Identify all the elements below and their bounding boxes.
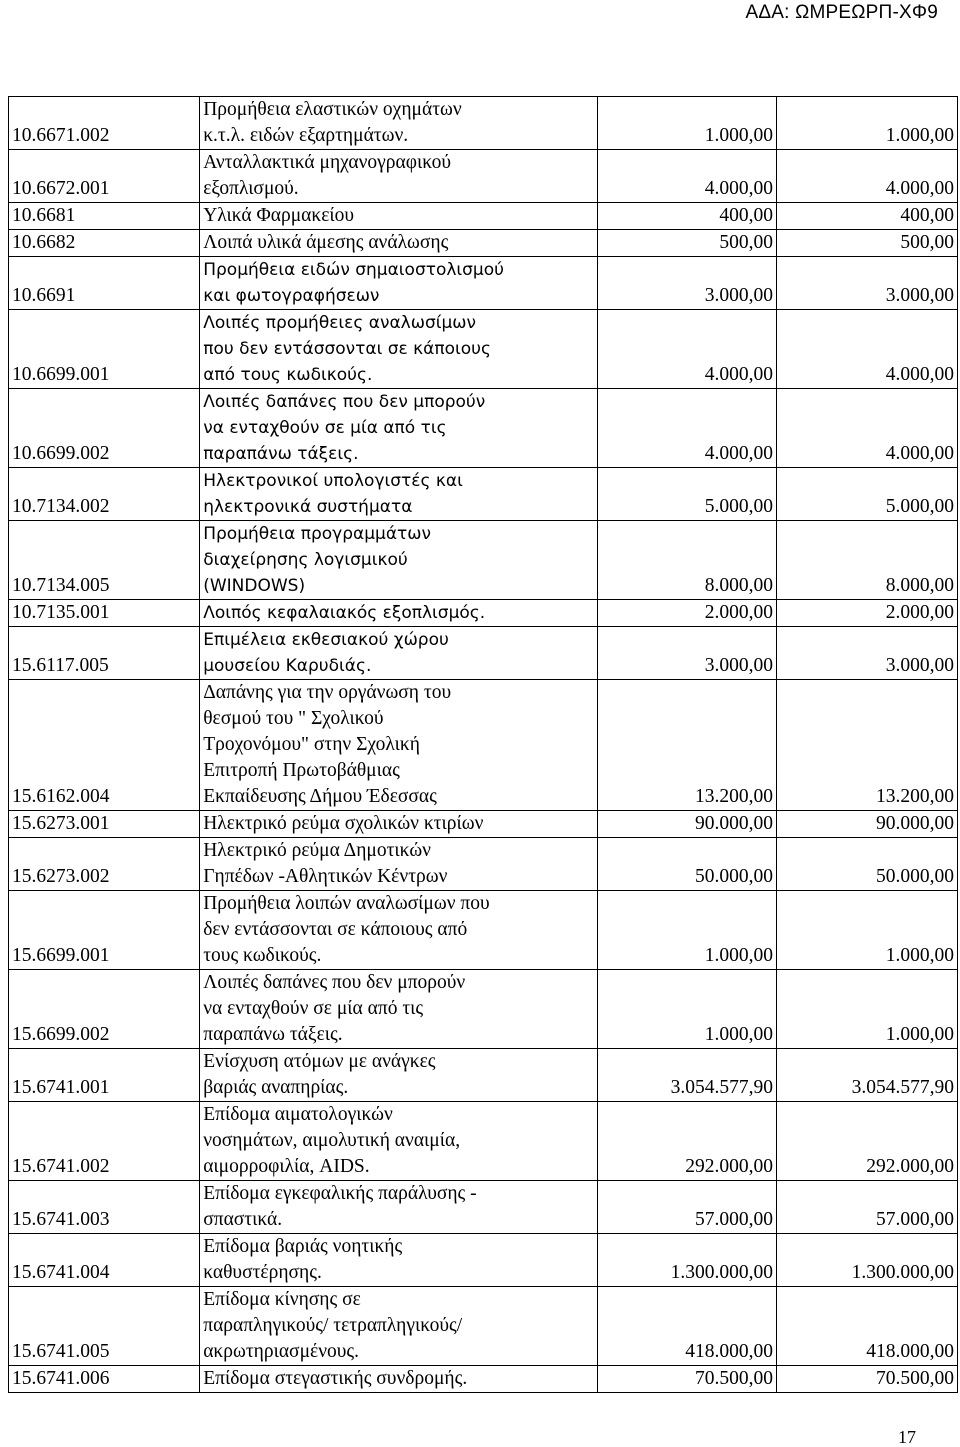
account-code: 15.6741.004 xyxy=(9,1234,200,1287)
total-cell: 3.000,00 xyxy=(776,257,957,310)
description-line: παραπάνω τάξεις. xyxy=(203,444,359,464)
account-description xyxy=(200,891,598,970)
table-row xyxy=(9,1366,958,1393)
description-line: Επίδομα στεγαστικής συνδρομής. xyxy=(203,1368,468,1389)
account-code: 15.6741.002 xyxy=(9,1102,200,1181)
account-description xyxy=(200,1287,598,1366)
amount-cell: 8.000,00 xyxy=(598,521,777,600)
amount-cell: 4.000,00 xyxy=(598,389,777,468)
account-code: 15.6699.001 xyxy=(9,891,200,970)
account-code: 15.6117.005 xyxy=(9,627,200,680)
description-line: τους κωδικούς. xyxy=(203,945,322,966)
description-line: ηλεκτρονικά συστήματα xyxy=(203,497,413,517)
amount-cell: 3.054.577,90 xyxy=(598,1049,777,1102)
total-cell: 8.000,00 xyxy=(776,521,957,600)
description-line: Ηλεκτρικό ρεύμα Δημοτικών xyxy=(203,840,431,861)
amount-cell: 1.300.000,00 xyxy=(598,1234,777,1287)
account-description xyxy=(200,627,598,680)
description-line: νοσημάτων, αιμολυτική αναιμία, xyxy=(203,1130,461,1151)
table-row xyxy=(9,838,958,891)
total-cell: 2.000,00 xyxy=(776,600,957,627)
table-row xyxy=(9,1049,958,1102)
table-row xyxy=(9,150,958,203)
description-line: σπαστικά. xyxy=(203,1209,283,1230)
table-row xyxy=(9,97,958,150)
account-description xyxy=(200,970,598,1049)
total-cell: 1.000,00 xyxy=(776,970,957,1049)
total-cell: 3.054.577,90 xyxy=(776,1049,957,1102)
table-row xyxy=(9,970,958,1049)
description-line: να ενταχθούν σε μία από τις xyxy=(203,998,424,1019)
total-cell: 400,00 xyxy=(776,203,957,230)
amount-cell: 500,00 xyxy=(598,230,777,257)
account-description xyxy=(200,203,598,230)
description-line: μουσείου Καρυδιάς. xyxy=(203,656,372,676)
account-description xyxy=(200,680,598,811)
account-description xyxy=(200,310,598,389)
page-number: 17 xyxy=(898,1427,916,1447)
description-line: από τους κωδικούς. xyxy=(203,365,373,385)
total-cell: 1.000,00 xyxy=(776,97,957,150)
amount-cell: 2.000,00 xyxy=(598,600,777,627)
account-code: 10.7134.002 xyxy=(9,468,200,521)
amount-cell: 50.000,00 xyxy=(598,838,777,891)
total-cell: 4.000,00 xyxy=(776,389,957,468)
description-line: παραπληγικούς/ τετραπληγικούς/ xyxy=(203,1315,463,1336)
description-line: Επίδομα κίνησης σε xyxy=(203,1289,361,1310)
account-description xyxy=(200,1102,598,1181)
table-row xyxy=(9,600,958,627)
table-row xyxy=(9,891,958,970)
account-description xyxy=(200,1234,598,1287)
account-description xyxy=(200,150,598,203)
total-cell: 292.000,00 xyxy=(776,1102,957,1181)
description-line: θεσμού του " Σχολικού xyxy=(203,708,384,729)
description-line: Υλικά Φαρμακείου xyxy=(203,205,355,226)
total-cell: 500,00 xyxy=(776,230,957,257)
description-line: Επίδομα βαριάς νοητικής xyxy=(203,1236,403,1257)
total-cell: 3.000,00 xyxy=(776,627,957,680)
amount-cell: 292.000,00 xyxy=(598,1102,777,1181)
table-row xyxy=(9,627,958,680)
account-code: 10.6699.002 xyxy=(9,389,200,468)
description-line: Προμήθεια λοιπών αναλωσίμων που xyxy=(203,893,490,914)
description-line: αιμορροφιλία, AIDS. xyxy=(203,1156,370,1177)
account-description xyxy=(200,97,598,150)
description-line: Επιτροπή Πρωτοβάθμιας xyxy=(203,760,400,781)
table-row xyxy=(9,680,958,811)
account-description xyxy=(200,230,598,257)
description-line: Εκπαίδευσης Δήμου Έδεσσας xyxy=(203,786,437,807)
account-code: 15.6741.006 xyxy=(9,1366,200,1393)
description-line: (WINDOWS) xyxy=(203,576,306,596)
account-code: 10.6691 xyxy=(9,257,200,310)
total-cell: 70.500,00 xyxy=(776,1366,957,1393)
account-description xyxy=(200,257,598,310)
amount-cell: 1.000,00 xyxy=(598,891,777,970)
total-cell: 90.000,00 xyxy=(776,811,957,838)
description-line: Τροχονόμου" στην Σχολική xyxy=(203,734,420,755)
description-line: Λοιπές δαπάνες που δεν μπορούν xyxy=(203,972,466,993)
description-line: Ενίσχυση ατόμων με ανάγκες xyxy=(203,1051,436,1072)
amount-cell: 400,00 xyxy=(598,203,777,230)
total-cell: 1.300.000,00 xyxy=(776,1234,957,1287)
account-code: 15.6741.001 xyxy=(9,1049,200,1102)
description-line: διαχείρησης λογισμικού xyxy=(203,550,408,570)
amount-cell: 90.000,00 xyxy=(598,811,777,838)
description-line: Επίδομα εγκεφαλικής παράλυσης - xyxy=(203,1183,477,1204)
table-row xyxy=(9,257,958,310)
total-cell: 418.000,00 xyxy=(776,1287,957,1366)
ada-header: ΑΔΑ: ΩΜΡΕΩΡΠ-ΧΦ9 xyxy=(745,2,938,23)
description-line: ακρωτηριασμένους. xyxy=(203,1341,360,1362)
description-line: Λοιπές προμήθειες αναλωσίμων xyxy=(203,313,477,333)
account-code: 10.6682 xyxy=(9,230,200,257)
table-row xyxy=(9,468,958,521)
account-code: 15.6273.001 xyxy=(9,811,200,838)
account-description xyxy=(200,838,598,891)
table-row xyxy=(9,1102,958,1181)
account-description xyxy=(200,600,598,627)
description-line: Ανταλλακτικά μηχανογραφικού xyxy=(203,152,452,173)
total-cell: 4.000,00 xyxy=(776,150,957,203)
account-code: 10.6681 xyxy=(9,203,200,230)
description-line: Ηλεκτρικό ρεύμα σχολικών κτιρίων xyxy=(203,813,484,834)
account-code: 10.7134.005 xyxy=(9,521,200,600)
account-code: 15.6699.002 xyxy=(9,970,200,1049)
amount-cell: 3.000,00 xyxy=(598,627,777,680)
description-line: Προμήθεια ειδών σημαιοστολισμού xyxy=(203,260,504,280)
amount-cell: 70.500,00 xyxy=(598,1366,777,1393)
description-line: και φωτογραφήσεων xyxy=(203,286,380,306)
description-line: Δαπάνης για την οργάνωση του xyxy=(203,682,452,703)
table-row xyxy=(9,203,958,230)
amount-cell: 418.000,00 xyxy=(598,1287,777,1366)
description-line: που δεν εντάσσονται σε κάποιους xyxy=(203,339,491,359)
amount-cell: 13.200,00 xyxy=(598,680,777,811)
description-line: εξοπλισμού. xyxy=(203,178,299,199)
total-cell: 13.200,00 xyxy=(776,680,957,811)
description-line: Λοιπός κεφαλαιακός εξοπλισμός. xyxy=(203,603,486,623)
table-row xyxy=(9,1181,958,1234)
description-line: παραπάνω τάξεις. xyxy=(203,1024,343,1045)
total-cell: 4.000,00 xyxy=(776,310,957,389)
amount-cell: 3.000,00 xyxy=(598,257,777,310)
description-line: δεν εντάσσονται σε κάποιους από xyxy=(203,919,468,940)
description-line: κ.τ.λ. ειδών εξαρτημάτων. xyxy=(203,125,409,146)
description-line: Λοιπά υλικά άμεσης ανάλωσης xyxy=(203,232,449,253)
amount-cell: 1.000,00 xyxy=(598,970,777,1049)
account-description xyxy=(200,811,598,838)
account-code: 15.6273.002 xyxy=(9,838,200,891)
account-code: 15.6162.004 xyxy=(9,680,200,811)
description-line: να ενταχθούν σε μία από τις xyxy=(203,418,447,438)
account-description xyxy=(200,1366,598,1393)
description-line: Λοιπές δαπάνες που δεν μπορούν xyxy=(203,392,486,412)
amount-cell: 57.000,00 xyxy=(598,1181,777,1234)
budget-table xyxy=(8,96,958,1393)
table-row xyxy=(9,389,958,468)
account-code: 10.7135.001 xyxy=(9,600,200,627)
description-line: βαριάς αναπηρίας. xyxy=(203,1077,349,1098)
total-cell: 50.000,00 xyxy=(776,838,957,891)
amount-cell: 5.000,00 xyxy=(598,468,777,521)
description-line: Επιμέλεια εκθεσιακού χώρου xyxy=(203,630,449,650)
description-line: Ηλεκτρονικοί υπολογιστές και xyxy=(203,471,463,491)
amount-cell: 1.000,00 xyxy=(598,97,777,150)
total-cell: 57.000,00 xyxy=(776,1181,957,1234)
table-row xyxy=(9,230,958,257)
table-row xyxy=(9,1234,958,1287)
table-row xyxy=(9,310,958,389)
account-code: 15.6741.003 xyxy=(9,1181,200,1234)
description-line: Προμήθεια ελαστικών οχημάτων xyxy=(203,99,462,120)
account-code: 10.6671.002 xyxy=(9,97,200,150)
amount-cell: 4.000,00 xyxy=(598,310,777,389)
account-code: 10.6672.001 xyxy=(9,150,200,203)
account-description xyxy=(200,389,598,468)
table-row xyxy=(9,811,958,838)
description-line: Γηπέδων -Αθλητικών Κέντρων xyxy=(203,866,448,887)
table-row xyxy=(9,1287,958,1366)
table-row xyxy=(9,521,958,600)
account-code: 15.6741.005 xyxy=(9,1287,200,1366)
total-cell: 5.000,00 xyxy=(776,468,957,521)
account-description xyxy=(200,468,598,521)
description-line: καθυστέρησης. xyxy=(203,1262,322,1283)
account-description xyxy=(200,521,598,600)
account-code: 10.6699.001 xyxy=(9,310,200,389)
total-cell: 1.000,00 xyxy=(776,891,957,970)
amount-cell: 4.000,00 xyxy=(598,150,777,203)
account-description xyxy=(200,1181,598,1234)
account-description xyxy=(200,1049,598,1102)
description-line: Επίδομα αιματολογικών xyxy=(203,1104,393,1125)
description-line: Προμήθεια προγραμμάτων xyxy=(203,524,432,544)
